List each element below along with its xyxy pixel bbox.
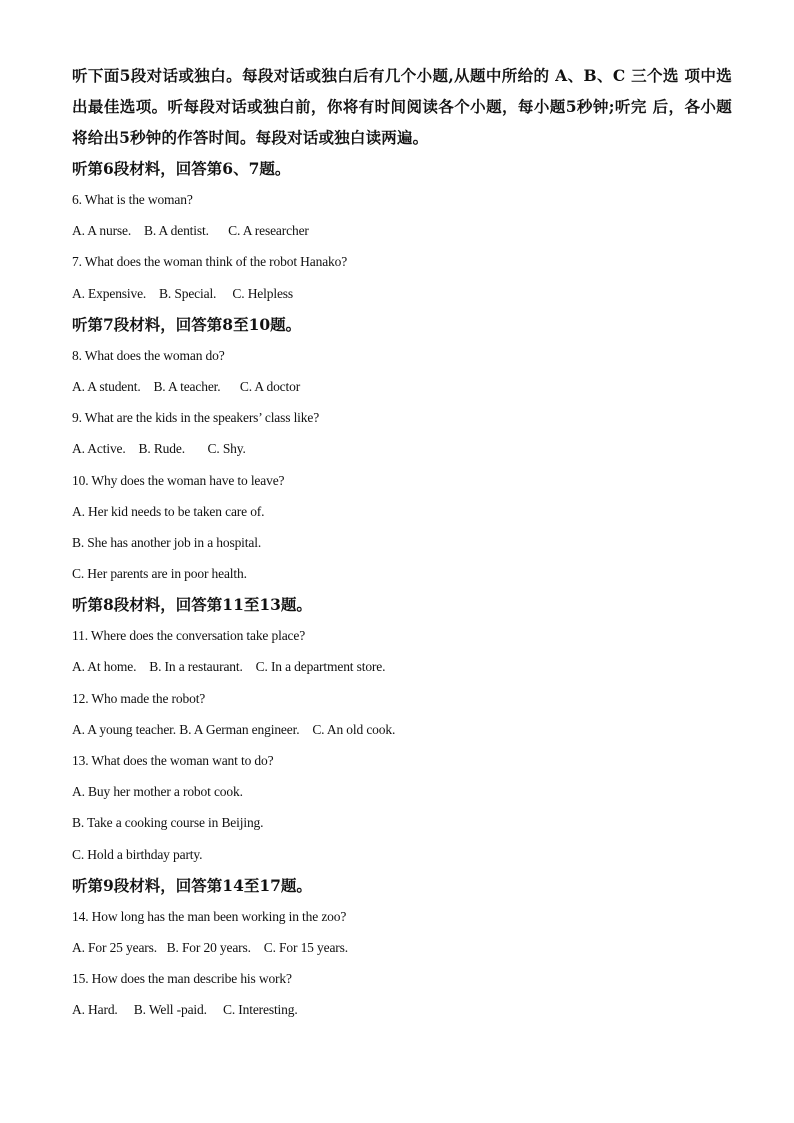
question-8: 8. What does the woman do?	[72, 347, 225, 363]
question-11: 11. Where does the conversation take place?	[72, 628, 306, 644]
section-6	[72, 153, 732, 309]
section-heading: 听第8段材料，回答第11至13题。	[72, 595, 312, 615]
document-page	[72, 60, 732, 1026]
question-7: 7. What does the woman think of the robot Hanako?	[72, 254, 348, 270]
section-9	[72, 870, 732, 1026]
section-8	[72, 589, 732, 870]
instructions-paragraph: 听下面5段对话或独白。每段对话或独白后有几个小题,从题中所给的 A、B、C 三个选 项中选出最佳选项。听每段对话或独白前，你将有时间阅读各个小题，每小题5秒钟;听完 后，各小题将给出5秒钟的作答时间。每段对话或独白读两遍。	[72, 66, 732, 147]
options-12: A. A young teacher. B. A German engineer. C. An old cook.	[72, 721, 396, 737]
option-13c: C. Hold a birthday party.	[72, 846, 203, 862]
options-15: A. Hard. B. Well -paid. C. Interesting.	[72, 1002, 298, 1018]
option-10b: B. She has another job in a hospital.	[72, 534, 262, 550]
options-14: A. For 25 years. B. For 20 years. C. For 15 years.	[72, 939, 348, 955]
options-8: A. A student. B. A teacher. C. A doctor	[72, 378, 301, 394]
question-9: 9. What are the kids in the speakers’ class like?	[72, 410, 320, 426]
option-13b: B. Take a cooking course in Beijing.	[72, 815, 264, 831]
question-13: 13. What does the woman want to do?	[72, 753, 274, 768]
options-7: A. Expensive. B. Special. C. Helpless	[72, 285, 293, 301]
section-7	[72, 309, 732, 590]
section-heading: 听第9段材料，回答第14至17题。	[72, 875, 312, 895]
question-10: 10. Why does the woman have to leave?	[72, 472, 285, 488]
question-15: 15. How does the man describe his work?	[72, 971, 292, 987]
question-6: 6. What is the woman?	[72, 192, 193, 207]
option-10c: C. Her parents are in poor health.	[72, 566, 247, 582]
option-13a: A. Buy her mother a robot cook.	[72, 784, 243, 800]
options-9: A. Active. B. Rude. C. Shy.	[72, 441, 246, 457]
question-14: 14. How long has the man been working in the zoo?	[72, 908, 347, 924]
options-11: A. At home. B. In a restaurant. C. In a department store.	[72, 659, 386, 675]
question-12: 12. Who made the robot?	[72, 690, 206, 706]
section-heading: 听第6段材料，回答第6、7题。	[72, 159, 291, 178]
options-6: A. A nurse. B. A dentist. C. A researcher	[72, 223, 309, 239]
section-heading: 听第7段材料，回答第8至10题。	[72, 314, 302, 334]
option-10a: A. Her kid needs to be taken care of.	[72, 503, 265, 519]
